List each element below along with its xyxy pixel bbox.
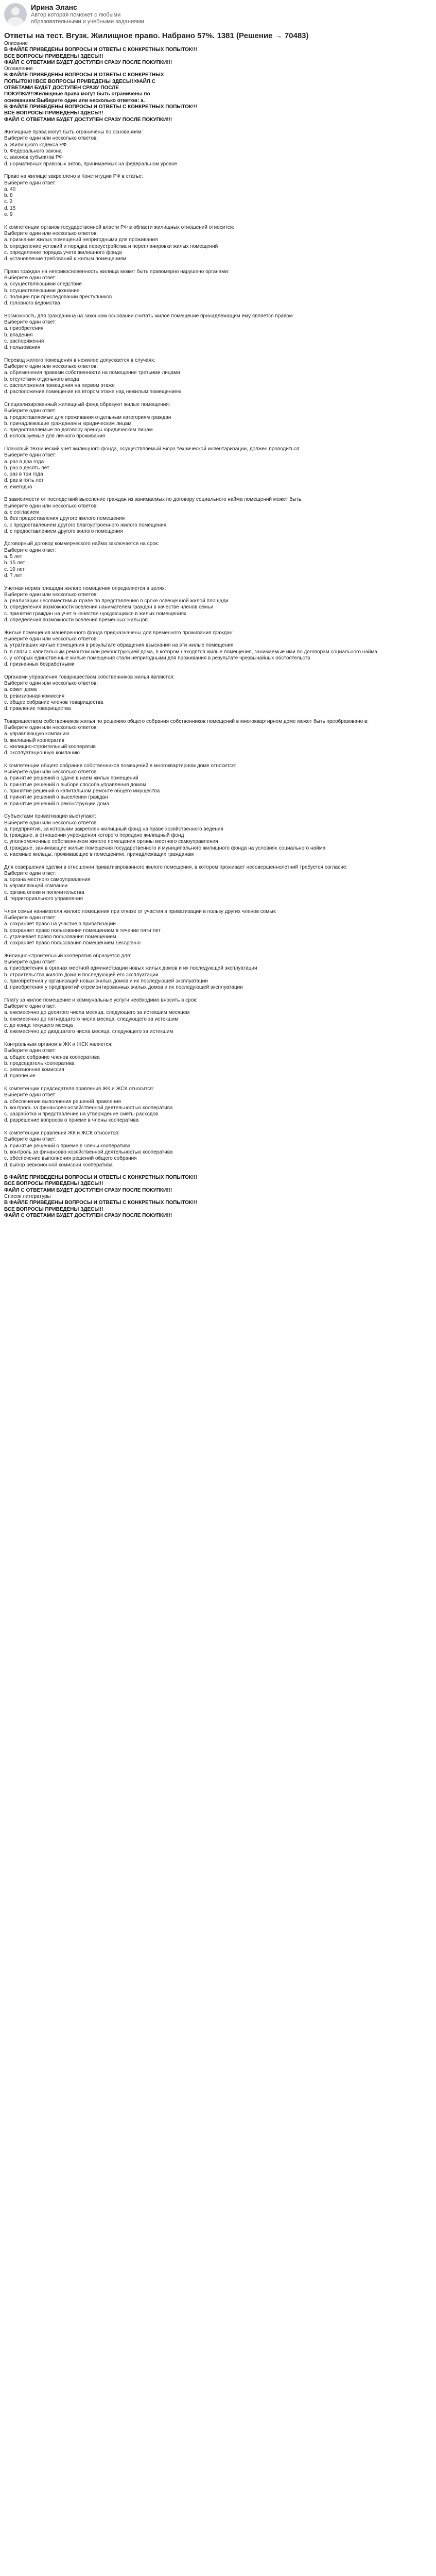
text-line: b. осуществляющими дознание [4,287,80,294]
text-line: d. пользования [4,345,41,351]
text-line: b. отсутствия отдельного входа [4,376,79,382]
notice-line: ВСЕ ВОПРОСЫ ПРИВЕДЕНЫ ЗДЕСЬ!!! [4,53,103,59]
text-line: Учетная норма площади жилого помещения определяется в целях: [4,585,166,591]
text-line: c. принятие решений о капитальном ремонте общего имущества [4,788,160,794]
text-line: a. принятие решений о сдаче в наем жилых помещений [4,775,138,782]
text-line: Выберите один ответ: [4,452,57,459]
text-line: Выберите один ответ: [4,1092,57,1098]
text-line: К компетенции правления ЖК и ЖСК относится: [4,1130,120,1137]
text-line: d. разрешение вопросов о приеме в члены кооператива [4,1117,139,1124]
text-line: a. 40 [4,186,16,192]
text-line: d. головного ведомства [4,300,60,307]
text-line: c. у которых единственные жилые помещения стали непригодными для проживания в результате чрезвычайных обстоятельств [4,655,310,661]
text-line: b. определение условий и порядка переустройства и перепланировки жилых помещений [4,243,218,249]
text-line: b. принятие решений о выборе способа управления домом [4,782,146,788]
text-line: b. граждане, в отношении учреждения которого передано жилищный фонд [4,833,184,839]
notice-line: ПОКУПКИ!!!Жилищные права могут быть ограничены по [4,91,150,97]
text-line: Описание [4,41,28,46]
text-line: d. территориального управления [4,896,83,902]
text-line: d. установление требований к жилым помещениям [4,256,127,262]
text-line: Товариществом собственников жилья по решению общего собрания собственников помещений в многоквартирном доме может быть преобразовано в: [4,718,369,724]
text-line: d. приобретения у предприятий отремонтированных жилых домов и их последующей эксплуатации [4,985,243,991]
text-line: Жилищно-строительный кооператив образуется для: [4,953,132,959]
text-line: d. выбор ревизионной комиссии кооператива [4,1162,113,1168]
text-line: Плановый технический учет жилищного фонда, осуществляемый Бюро технической инвентаризации, должен проводиться: [4,446,301,452]
text-line: d. нормативных правовых актов, принимаемых на федеральном уровне [4,161,178,167]
text-line: Выберите один ответ: [4,275,57,281]
text-line: a. с согласием [4,509,39,515]
text-line: c. предоставляемые по договору аренды юридическим лицам [4,427,153,433]
text-line: Выберите один ответ: [4,959,57,965]
text-line: Выберите один ответ: [4,319,57,326]
blank-line [4,123,431,129]
text-line: b. управляющей компании [4,883,68,889]
notice-line: В ФАЙЛЕ ПРИВЕДЕНЫ ВОПРОСЫ И ОТВЕТЫ С КОНКРЕТНЫХ ПОПЫТОК!!! [4,47,197,53]
text-line: c. ревизионная комиссия [4,1067,64,1073]
blank-line [4,623,431,630]
text-line: Жилые помещения маневренного фонда предназначены для временного проживания граждан: [4,630,234,636]
text-line: b. председатель кооператива [4,1060,75,1066]
text-line: К компетенции председателя правления ЖК и ЖСК относится: [4,1086,154,1092]
text-line: a. утративших жилые помещения в результате обращения взыскания на эти жилые помещения [4,642,234,649]
text-line: a. реализации несовместимых праве по представлению в сроке освещенной жилой площади [4,598,229,604]
text-line: e. ежегодно [4,484,32,490]
text-line: b. контроль за финансово-хозяйственной деятельностью кооператива [4,1149,173,1155]
text-line: b. в связи с капитальным ремонтом или реконструкцией дома, в котором находятся жилые помещения, занимаемые ими по договорам социального найма [4,649,377,655]
text-line: Выберите один ответ: [4,180,57,186]
text-line: c. органа опеки и попечительства [4,889,84,895]
blank-line [4,579,431,585]
text-line: b. жилищный кооператив [4,737,65,743]
text-line: Органами управления товариществом собственников жилья являются: [4,674,175,680]
author-meta [31,3,154,25]
author-name[interactable]: Ирина Эланс [31,3,77,11]
text-line: Право граждан на неприкосновенность жилища может быть правомерно нарушено органами: [4,268,230,275]
blank-line [4,668,431,674]
text-line: e. 9 [4,212,13,218]
text-line: b. без предоставления другого жилого помещения [4,516,125,522]
blank-line [4,1036,431,1042]
avatar-icon[interactable] [4,3,27,26]
text-line: b. ежемесячно до пятнадцатого числа месяца, следующего за истекшим [4,1016,179,1022]
document-body [4,41,431,1219]
text-line: Выберите один ответ: [4,1137,57,1143]
text-line: b. 15 лет [4,560,25,566]
blank-line [4,858,431,864]
text-line: a. предоставляемые для проживания отдельным категориям граждан [4,414,171,420]
text-line: c. 10 лет [4,566,25,572]
text-line: c. раз в три года [4,471,43,478]
blank-line [4,490,431,497]
text-line: Выберите один или несколько ответов: [4,636,98,642]
text-line: c. 2 [4,199,13,205]
text-line: a. принятие решений о приеме в члены кооператива [4,1143,131,1149]
text-line: b. владения [4,332,33,338]
text-line: c. утрачивает право пользования помещением [4,934,116,940]
text-line: b. принадлежащие гражданам и юридическим лицам [4,420,132,427]
text-line: d. расположения помещения на втором этаже над нежилым помещением [4,389,181,395]
blank-line [4,351,431,358]
blank-line [4,396,431,402]
notice-line: ФАЙЛ С ОТВЕТАМИ БУДЕТ ДОСТУПЕН СРАЗУ ПОСЛЕ ПОКУПКИ!!! [4,1187,172,1193]
notice-line: В ФАЙЛЕ ПРИВЕДЕНЫ ВОПРОСЫ И ОТВЕТЫ С КОНКРЕТНЫХ [4,72,164,78]
notice-line: ВСЕ ВОПРОСЫ ПРИВЕДЕНЫ ЗДЕСЬ!!! [4,1181,103,1187]
text-line: a. 5 лет [4,554,23,560]
text-line: a. общее собрание членов кооператива [4,1054,100,1060]
text-line: c. жилищно-строительный кооператив [4,743,96,750]
text-line: Выберите один ответ: [4,408,57,414]
blank-line [4,262,431,268]
text-line: Выберите один ответ: [4,914,57,921]
text-line: Выберите один или несколько ответов: [4,230,98,236]
text-line: d. сохраняет право пользования помещением бессрочно [4,940,141,946]
text-line: d. используемые для личного проживания [4,433,106,439]
blank-line [4,807,431,814]
notice-line: ФАЙЛ С ОТВЕТАМИ БУДЕТ ДОСТУПЕН СРАЗУ ПОСЛЕ ПОКУПКИ!!! [4,1212,172,1218]
text-line: b. 8 [4,193,13,199]
text-line: В зависимости от последствий выселение граждан из занимаемых по договору социального найма помещений может быть: [4,497,303,503]
blank-line [4,1124,431,1130]
blank-line [4,307,431,313]
notice-line: В ФАЙЛЕ ПРИВЕДЕНЫ ВОПРОСЫ И ОТВЕТЫ С КОНКРЕТНЫХ ПОПЫТОК!!! [4,104,197,110]
text-line: Для совершения сделки в отношении приватизированного жилого помещения, в котором проживает несовершеннолетний требуется согласие: [4,864,348,870]
text-line: Перевод жилого помещения в нежилое допускается в случаях: [4,357,155,363]
text-line: a. органа местного самоуправления [4,877,91,883]
text-line: Выберите один ответ: [4,547,57,553]
text-line: Выберите один ответ: [4,1004,57,1010]
blank-line [4,712,431,718]
notice-line: В ФАЙЛЕ ПРИВЕДЕНЫ ВОПРОСЫ И ОТВЕТЫ С КОНКРЕТНЫХ ПОПЫТОК!!! [4,1200,197,1206]
blank-line [4,218,431,224]
text-line: b. раз в десять лет [4,465,49,471]
text-line: d. 7 лет [4,572,23,579]
text-line: b. определения возможности вселения нанимателем граждан в качестве членов семьи [4,604,214,611]
text-line: Оглавление [4,66,33,72]
text-line: d. с предоставлением другого жилого помещения [4,528,123,534]
text-line: Выберите один или несколько ответов: [4,135,98,142]
blank-line [4,946,431,953]
text-line: c. законов субъектов РФ [4,155,63,161]
text-line: a. предприятия, за которыми закреплен жилищный фонд на праве хозяйственного ведения [4,826,223,832]
text-line: c. полиции при преследовании преступников [4,294,112,300]
text-line: c. с предоставлением другого благоустроенного жилого помещения [4,522,167,528]
text-line: c. обеспечение выполнения решений общего собрания [4,1156,137,1162]
text-line: d. 15 [4,205,16,211]
text-line: c. приобретения у организаций новых жилых домов и их последующей эксплуатации [4,978,208,984]
text-line: Выберите один или несколько ответов: [4,820,98,826]
text-line: Выберите один или несколько ответов: [4,503,98,509]
text-line: a. совет дома [4,687,37,693]
text-line: Договорный договор коммерческого найма заключается на срок: [4,541,160,547]
blank-line [4,991,431,997]
text-line: c. уполномоченные собственником жилого помещения органы местного самоуправления [4,839,218,845]
text-line: b. ревизионная комиссия [4,693,65,699]
text-line: a. приобретения [4,326,44,332]
text-line: Контрольным органом в ЖК и ЖСК является: [4,1041,113,1047]
text-line: d. ежемесячно до двадцатого числа месяца, следующего за истекшим [4,1029,173,1035]
text-line: d. принятие решений о выселении граждан [4,794,108,801]
notice-line: ФАЙЛ С ОТВЕТАМИ БУДЕТ ДОСТУПЕН СРАЗУ ПОСЛЕ ПОКУПКИ!!! [4,116,172,123]
text-line: a. сохраняет право на участие в приватизации [4,921,116,927]
text-line: Плату за жилое помещение и коммунальные услуги необходимо вносить в срок: [4,997,198,1003]
text-line: Список литературы [4,1194,51,1200]
page [0,0,436,1234]
blank-line [4,440,431,446]
author-description: Автор которая поможет с любыми образовательными и учебными заданиями [31,12,144,25]
blank-line [4,757,431,763]
text-line: Выберите один или несколько ответов: [4,725,98,731]
text-line: a. ежемесячно до десятого числа месяца, следующего за истекшим месяцем [4,1010,190,1016]
blank-line [4,167,431,174]
text-line: e. принятие решений о реконструкции дома [4,801,110,807]
text-line: c. определение порядка учета жилищного фонда [4,249,122,256]
text-line: c. общее собрание членов товарищества [4,699,103,705]
text-line: Жилищные права могут быть ограничены по основаниям: [4,129,143,135]
text-line: Выберите один или несколько ответов: [4,591,98,598]
page-title: Ответы на тест. Вгузк. Жилищное право. Набрано 57%. 1381 (Решение → 70483) [4,31,309,40]
text-line: Право на жилище закреплено в Конституции РФ в статье: [4,174,143,180]
text-line: Выберите один ответ: [4,870,57,876]
text-line: e. наемные жильцы, проживающие в помещениях, принадлежащих гражданам [4,852,194,857]
text-line: d. признанных безработными [4,662,75,668]
notice-line: ПОПЫТОК!!!ВСЕ ВОПРОСЫ ПРИВЕДЕНЫ ЗДЕСЬ!!!ФАЙЛ С [4,78,155,84]
text-line: Член семьи нанимателя жилого помещения при отказе от участия в приватизации в пользу других членов семьи: [4,908,276,914]
text-line: К компетенции органов государственной власти РФ в области жилищных отношений относится: [4,224,234,230]
text-line: d. правление [4,1073,36,1079]
author-header [4,3,431,26]
text-line: Выберите один ответ: [4,1048,57,1054]
text-line: b. Федерального закона [4,148,62,155]
notice-line: ОТВЕТАМИ БУДЕТ ДОСТУПЕН СРАЗУ ПОСЛЕ [4,85,119,91]
text-line: a. Жилищного кодекса РФ [4,142,67,148]
notice-line: ФАЙЛ С ОТВЕТАМИ БУДЕТ ДОСТУПЕН СРАЗУ ПОСЛЕ ПОКУПКИ!!! [4,59,172,65]
text-line: c. разработка и представление на утверждение сметы расходов [4,1111,159,1117]
text-line: a. признание жилых помещений непригодными для проживания [4,237,158,243]
blank-line [4,902,431,908]
text-line: К компетенции общего собрания собственников помещений в многоквартирном доме относится: [4,762,236,769]
text-line: d. эксплуатационную компанию [4,750,80,756]
notice-line: ВСЕ ВОПРОСЫ ПРИВЕДЕНЫ ЗДЕСЬ!!! [4,1206,103,1212]
blank-line [4,1168,431,1175]
text-line: c. до конца текущего месяца [4,1023,73,1029]
text-line: b. контроль за финансово-хозяйственной деятельностью кооператива [4,1105,173,1111]
text-line: c. принятия граждан на учет в качестве нуждающихся в жилых помещениях [4,611,187,617]
text-line: a. управляющую компанию [4,731,69,737]
blank-line [4,535,431,541]
text-line: a. раз в два года [4,459,44,465]
text-line: a. обременения правами собственности на помещение третьими лицами [4,370,180,376]
text-line: Выберите один или несколько ответов: [4,769,98,775]
text-line: a. приобретения в органах местной администрации новых жилых домов и их последующей эксплуатации [4,965,257,972]
text-line: d. раз в пять лет [4,478,44,484]
text-line: Специализированный жилищный фонд образуют жилые помещения: [4,401,170,408]
text-line: Выберите один или несколько ответов: [4,364,98,370]
text-line: a. обеспечение выполнения решений правления [4,1098,121,1105]
text-line: b. строительства жилого дома и последующей его эксплуатации [4,972,159,978]
notice-line: В ФАЙЛЕ ПРИВЕДЕНЫ ВОПРОСЫ И ОТВЕТЫ С КОНКРЕТНЫХ ПОПЫТОК!!! [4,1175,197,1181]
notice-line: ВСЕ ВОПРОСЫ ПРИВЕДЕНЫ ЗДЕСЬ!!! [4,110,103,116]
text-line: Возможность для гражданина на законном основании считать жилое помещение принадлежащим ему является правом: [4,313,294,319]
text-line: Выберите один или несколько ответов: [4,680,98,686]
notice-line: основаниям:Выберите один или несколько ответов: a. [4,97,145,104]
text-line: a. осуществляющими следствие [4,281,82,287]
blank-line [4,1080,431,1086]
text-line: Субъектами приватизации выступают: [4,814,97,820]
text-line: d. граждане, занимающие жилые помещения государственного и муниципального жилищного фонда на условиях социального найма [4,845,326,851]
text-line: d. определения возможности вселения временных жильцов [4,617,148,623]
text-line: d. правление товарищества [4,706,71,712]
text-line: b. сохраняет право пользования помещением в течение пяти лет [4,927,161,934]
text-line: c. расположения помещения на первом этаже [4,383,115,389]
text-line: c. распоряжения [4,338,44,344]
